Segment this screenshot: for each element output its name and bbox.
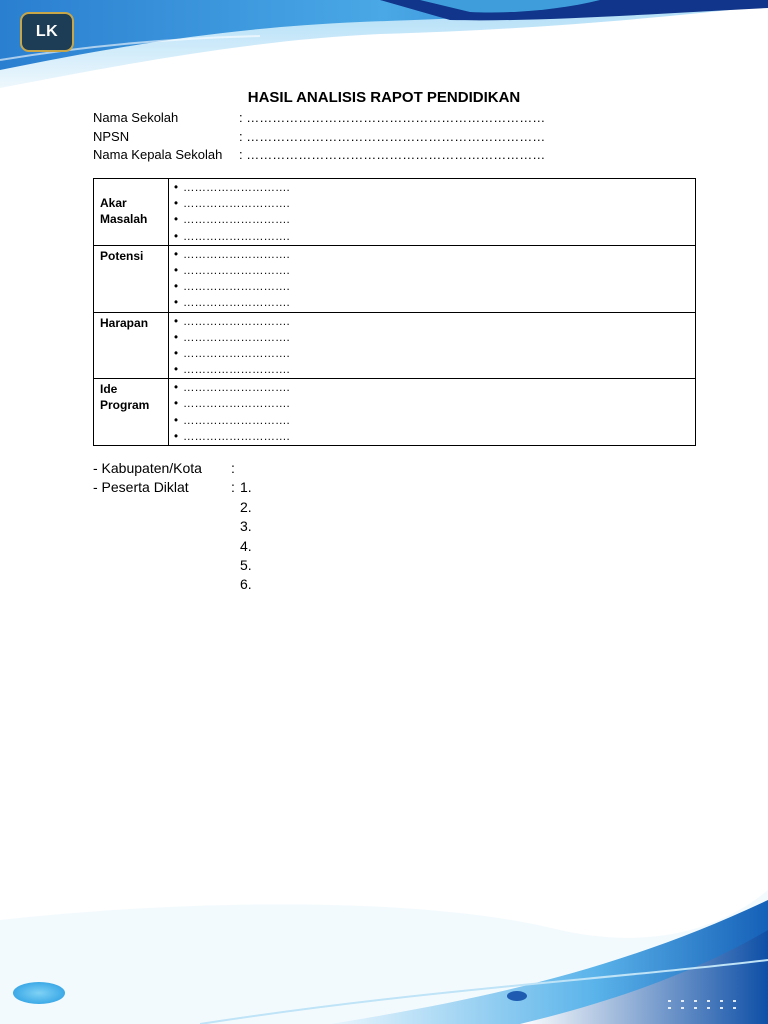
kabupaten-colon: :	[231, 460, 235, 476]
participant-row	[93, 498, 252, 517]
list-item[interactable]: • ……………………….	[174, 264, 290, 277]
list-item[interactable]: • ……………………….	[174, 315, 290, 328]
list-item[interactable]: • ……………………….	[174, 430, 290, 443]
list-item[interactable]: • ……………………….	[174, 297, 290, 310]
bullet-cell	[169, 179, 696, 246]
bullet-cell	[169, 312, 696, 379]
peserta-label: - Peserta Diklat	[93, 479, 189, 496]
list-item[interactable]: • ……………………….	[174, 281, 290, 294]
list-item[interactable]: • ……………………….	[174, 248, 290, 261]
participant-number[interactable]: 3.	[240, 518, 252, 535]
list-item[interactable]: • ……………………….	[174, 398, 290, 411]
kabupaten-label: - Kabupaten/Kota	[93, 460, 202, 476]
info-value[interactable]: : ……………………………………………………………	[239, 147, 546, 162]
info-label: NPSN	[93, 128, 130, 144]
category-cell: Akar Masalah	[94, 179, 169, 246]
bullet-cell	[169, 379, 696, 446]
peserta-colon: :	[231, 479, 235, 496]
footer-wave-decoration	[0, 870, 768, 1024]
bullet-cell	[169, 245, 696, 312]
info-value[interactable]: : ……………………………………………………………	[239, 128, 546, 144]
list-item[interactable]: • ……………………….	[174, 364, 290, 377]
info-label: Nama Sekolah	[93, 110, 179, 125]
header-wave-decoration	[0, 0, 768, 95]
list-item[interactable]: • ……………………….	[174, 182, 290, 194]
info-value[interactable]: : ……………………………………………………………	[239, 110, 546, 125]
info-label: Nama Kepala Sekolah	[93, 147, 223, 162]
table-row	[94, 245, 696, 312]
participant-number[interactable]: 2.	[240, 498, 252, 515]
info-row-npsn	[93, 128, 545, 147]
category-cell: Potensi	[94, 245, 169, 312]
table-row	[94, 379, 696, 446]
participant-row	[93, 517, 252, 536]
category-cell: Ide Program	[94, 379, 169, 446]
list-item[interactable]: • ……………………….	[174, 230, 290, 243]
participant-row	[93, 556, 252, 575]
table-row	[94, 312, 696, 379]
info-row-nama-sekolah	[93, 109, 545, 128]
list-item[interactable]: • ……………………….	[174, 331, 290, 344]
participant-number[interactable]: 5.	[240, 556, 252, 573]
analysis-table	[93, 178, 696, 446]
school-info	[93, 109, 545, 165]
lk-badge: LK	[20, 12, 74, 52]
participant-number[interactable]: 4.	[240, 537, 252, 554]
participant-row	[93, 575, 252, 594]
table-row	[94, 179, 696, 246]
participant-section	[93, 459, 252, 595]
category-cell: Harapan	[94, 312, 169, 379]
list-item[interactable]: • ……………………….	[174, 198, 290, 211]
list-item[interactable]: • ……………………….	[174, 414, 290, 427]
list-item[interactable]: • ……………………….	[174, 382, 290, 395]
peserta-row	[93, 478, 252, 497]
participant-row	[93, 537, 252, 556]
list-item[interactable]: • ……………………….	[174, 347, 290, 360]
info-row-kepala-sekolah	[93, 146, 545, 165]
kabupaten-row	[93, 459, 252, 478]
participant-number[interactable]: 6.	[240, 576, 252, 593]
page-title: HASIL ANALISIS RAPOT PENDIDIKAN	[247, 89, 521, 106]
list-item[interactable]: • ……………………….	[174, 214, 290, 227]
participant-number[interactable]: 1.	[240, 479, 252, 496]
